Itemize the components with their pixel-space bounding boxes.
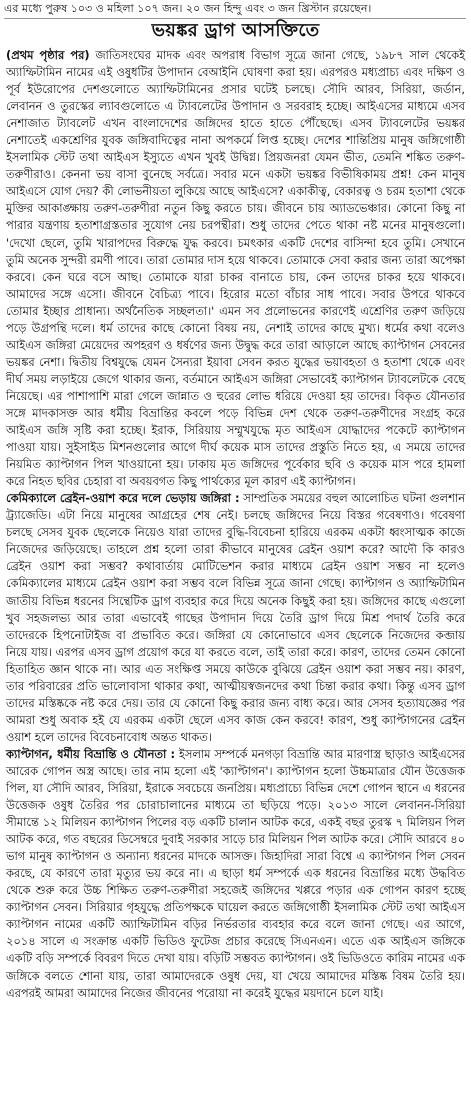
section-captagon-text: ইসলাম সম্পর্কে মনগড়া বিভ্রান্তি আর মারণাস্ত্র ছাড়াও আইএসের আরেক গোপন অস্ত্র আছে। তার নাম হলো এই 'ক্যাপ্টাগন'। ক্যাপ্টাগন হলো উচ্চমাত্রার যৌন উত্তেজক পিল, যা সৌদি আরব, সিরিয়া, ইরাকে সবচেয়ে জনপ্রিয়। মধ্যপ্রাচ্যে বিভিন্ন দেশে গোপন স্থানে এ ধরনের উত্তেজক ওষুধ তৈরির পর চোরাচালানের মাধ্যমে তা ছড়িয়ে পড়ে। ২০১৩ সালে লেবানন-সিরিয়া সীমান্তে ১২ মিলিয়ন ক্যাপ্টাগন পিলের বড় একটি চালান আটক করে, একই বছর তুরস্ক ৭ মিলিয়ন পিল আটক করে, গত বছরের ডিসেম্বরে দুবাই সরকার সাড়ে চার মিলিয়ন পিল আটক করে। সৌদি আরবে ৪০ ভাগ মানুষ ক্যাপ্টাগন ও অন্যান্য ধরনের মাদকে আসক্ত। জিহাদিরা সারা বিশ্বে এ ক্যাপ্টাগন পিল সেবন করছে, যে কারণে তারা মৃত্যুর ভয় করে না। এ ছাড়া ধর্ম সম্পর্কে এক ধরনের বিভ্রান্তির মধ্যে উদ্ধবিত থেকে শুরু করে উচ্চ শিক্ষিত তরুণ-তরুণীরা সহজেই জঙ্গিদের খপ্পরে পড়ার এক গোপন কারণ হচ্ছে ক্যাপ্টাগন সেবন। সিরিয়ার গৃহযুদ্ধে প্রতিপক্ষকে ঘায়েল করতে জঙ্গিগোষ্ঠী ইসলামিক স্টেট তথা আইএস ক্যাপ্টাগন নামের একটি অ্যাম্ফিটামিন বড়ির নির্ভরতার ব্যবহার করে বলে জানা গেছে। এর আগে, ২০১৪ সালে এ সংক্রান্ত একটি ভিডিও ফুটেজ প্রচার করেছে সিএনএন। এতে এক আইএস জঙ্গিকে একটি বড়ি সম্পর্কে বিবরণ দিতে দেখা যায়। বড়িটি সম্ভবত ক্যাপ্টাগন। ওই ভিডিওতে কারিম নামের এক জঙ্গিকে বলতে শোনা যায়, তারা আমাদেরকে ওষুধ দেয়, যা খেয়ে আমাদের মস্তিষ্ক বিষম তৈরি হয়। এরপরই আমরা আমাদের নিজের জীবনের পরোয়া না করেই যুদ্ধের ময়দানে চলে যাই। <box>6 746 465 1000</box>
section-brainwash <box>6 490 465 746</box>
section-brainwash-text: সাম্প্রতিক সময়ের বহুল আলোচিত ঘটনা গুলশান ট্র্যাজেডি। এটা নিয়ে মানুষের আগ্রহের শেষ নেই। চলছে জঙ্গিদের নিয়ে বিস্তর গবেষণাও। গবেষণা চলছে সেসব যুবক ছেলেকে নিয়েও যারা তাদের বুদ্ধি-বিবেচনা হারিয়ে এরকম একটা ধ্বংসাত্মক কাজে নিজেদের জড়িয়েছে। তাহলে প্রশ্ন হলো তারা কীভাবে মানুষের ব্রেইন ওয়াশ করে? আদৌ কি কারও ব্রেইন ওয়াশ করা সম্ভব? কথাবার্তায় মোটিভেশন করার মাধ্যমে ব্রেইন ওয়াশ সম্ভব না হলেও কেমিক্যালের মাধ্যমে ব্রেইন ওয়াশ করা সম্ভব বলে বিভিন্ন সূত্রে জানা গেছে। ক্যাপ্টাগন ও অ্যাম্ফিটামিন জাতীয় বিভিন্ন ধরনের সিন্থেটিক ড্রাগ ব্যবহার করে দিয়ে অনেক কিছুই করা হয়। জঙ্গিদের কাছে এগুলো খুব সহজলভ্য আর তারা এভাবেই গাছের উপাদান দিয়ে তৈরি ড্রাগ দিয়ে মিশ্র পদার্থ তৈরি করে তাদেরকে হিপনোটাইজ বা প্রভাবিত করে। জঙ্গিরা যে কোনোভাবে এসব ছেলেকে নিজেদের কব্জায় নিয়ে যায়। এরপর এসব ড্রাগ প্রয়োগ করে যা করতে বলে, তাই তারা করে। কারণ, তাদের তেমন কোনো হিতাহিত জ্ঞান থাকে না। আর এত সংক্ষিপ্ত সময়ে কাউকে বুঝিয়ে ব্রেইন ওয়াশ করা সম্ভব নয়। কারণ, তার পরিবারের প্রতি ভালোবাসা থাকার কথা, আত্মীয়স্বজনদের কথা চিন্তা করার কথা। কিন্তু এসব ড্রাগ তাদের মস্তিষ্ককে নষ্ট করে দেয়। তার যে কোনো কিছু করার জন্য বাধ্য করে। আর সেসব হত্যাযজ্ঞের পর আমরা শুধু অবাক হই যে এরকম একটা ছেলে এসব কাজ কেন করবে! কারণ, শুধু ক্যাপ্টাগনের ব্রেইন ওয়াশ হলে তাদের বিবেচনাবোধ অন্তত থাকত। <box>6 491 465 744</box>
article-headline: ভয়ঙ্কর ড্রাগ আসক্তিতে <box>151 20 320 41</box>
previous-article-tail: এর মধ্যে পুরুষ ১০৩ ও মহিলা ১০৭ জন। ২০ জন হিন্দু এবং ৩ জন খ্রিস্টান রয়েছেন। <box>4 2 372 15</box>
article-body <box>6 47 465 1002</box>
section-captagon-heading: ক্যাপ্টাগন, ধর্মীয় বিভ্রান্তি ও যৌনতা : <box>6 746 176 761</box>
intro-text: জাতিসংঘের মাদক এবং অপরাধ বিভাগ সূত্রে জানা গেছে, ১৯৮৭ সাল থেকেই অ্যাম্ফিটামিন নামের এই ওষুধটির উপাদান বেআইনি ঘোষণা করা হয়। এরপরও মধ্যপ্রাচ্য এবং দক্ষিণ ও পূর্ব ইউরোপের দেশগুলোতে অ্যাম্ফিটামিনের প্রসার ঘটেই চলছে। সৌদি আরব, সিরিয়া, জর্ডান, লেবানন ও তুরস্কের ল্যাবগুলোতে এ ট্যাবলেটের উপাদান ও সরবরাহ হচ্ছে। আইএসের মাধ্যমে এসব নেশাজাত ট্যাবলেট এখন বাংলাদেশের জঙ্গিদের হাতে হাতে পৌঁছেছে। এসব ট্যাবলেটের ভয়ঙ্কর নেশাতেই একশ্রেণির যুবক জঙ্গিবাদিত্বের নানা অপকর্মে লিপ্ত হচ্ছে। দেশের শান্তিপ্রিয় মানুষ জঙ্গিগোষ্ঠী ইসলামিক স্টেট তথা আইএস ইস্যুতে এখন খুবই উদ্বিগ্ন। প্রিয়জনরা যেমন ভীত, তেমনি শঙ্কিত তরুণ-তরুণীরাও। কেননা ভয় বাসা বুনেছে সর্বত্রে। সবার মনে একটা ভয়ঙ্কর বিভীষিকাময় প্রশ্ন! কেন মানুষ আইএসে যোগ দেয়? কী লোভনীয়তা লুকিয়ে আছে আইএসে? একাকীত্ব, বেকারত্ব ও চরম হতাশা থেকে মুক্তির আকাঙ্ক্ষায় তরুণ-তরুণীরা নতুন কিছু করতে চায়। জীবনে চায় অ্যাডভেঞ্চার। কোনো কিছু না পারার যন্ত্রণায় হতাশাগ্রস্ততার সুযোগ নেয় চরপন্থীরা। শুধু তাদের পেতে থাকা নষ্ট মনের মানুষগুলো। 'দেখো ছেলে, তুমি খারাপদের বিরুদ্ধে যুদ্ধ করবে। চমৎকার একটি দেশের বাসিন্দা হবে তুমি। সেখানে তুমি অনেক সুন্দরী রমণী পাবে। তারা তোমার দাস হয়ে থাকবে। তোমাকে সেবা করার জন্য তারা অপেক্ষা করবে। কেন ঘরে বসে আছ। তোমাকে যারা চাকর বানাতে চায়, কেন তাদের চাকর হয়ে থাকবে। আমাদের সঙ্গে এসো। জীবনে বৈচিত্র্য পাবে। হিরোর মতো বাঁচার সাধ পাবে। সবার উপরে থাকবে তোমার ইচ্ছার প্রাধান্য। অর্থনৈতিক সচ্ছলতা।' এমন সব প্রলোভনের কারণেই এশ্রেণির তরুণ জড়িয়ে পড়ে উগ্রপন্থি দলে। ধর্ম তাদের কাছে কোনো বিষয় নয়, নেশাই তাদের কাছে মুখ্য। ধর্মের কথা বলেও আইএস জঙ্গিরা মেয়েদের অপহরণ ও ধর্ষণের জন্য উদ্বুদ্ধ করে তারা আড়ালে আছে ক্যাপ্টাগন সেবনের ভয়ঙ্কর নেশা। দ্বিতীয় বিশ্বযুদ্ধে যেমন সৈন্যরা ইয়াবা সেবন করত যুদ্ধের ভয়াবহতা ও হতাশা থেকে এবং দীর্ঘ সময় লড়াইয়ে জেগে থাকার জন্য, বর্তমানে আইএস জঙ্গিরা সেভাবেই ক্যাপ্টাগন ট্যাবলেটকে বেছে নিয়েছে। এর পাশাপাশি মারা গেলে জান্নাত ও হুরের লোভ ধরিয়ে দেওয়া হয় তাদের। বিকৃত যৌনতার সঙ্গে মাদকাসক্ত আর ধর্মীয় বিভ্রান্তির কবলে পড়ে বিভিন্ন দেশ থেকে তরুণ-তরুণীদের সংগ্রহ করে আইএস জঙ্গি সৃষ্টি করা হচ্ছে। ইরাক, সিরিয়ায় সম্মুখযুদ্ধে মৃত আইএস যোদ্ধাদের পকেটে ক্যাপ্টাগন পাওয়া যায়। সুইসাইড মিশনগুলোর আগে দীর্ঘ কয়েক মাস তাদের প্রস্তুতি নিতে হয়, এ সময়ে তাদের নিয়মিত ক্যাপ্টাগন পিল খাওয়ানো হয়। ঢাকায় মৃত জঙ্গিদের পূর্বেকার ছবি ও কয়েক মাস পরে হামলা করে নিহত ছবির চেহারা বা অবয়বগত কিছু পার্থক্যের মূল কারণ এই ক্যাপ্টাগন। <box>6 48 465 489</box>
intro-paragraph <box>6 47 465 490</box>
section-brainwash-heading: কেমিক্যালে ব্রেইন-ওয়াশ করে দলে ভেড়ায় জঙ্গিরা : <box>6 491 240 506</box>
continuation-label: (প্রথম পৃষ্ঠার পর) <box>6 48 90 62</box>
section-captagon <box>6 746 465 1002</box>
